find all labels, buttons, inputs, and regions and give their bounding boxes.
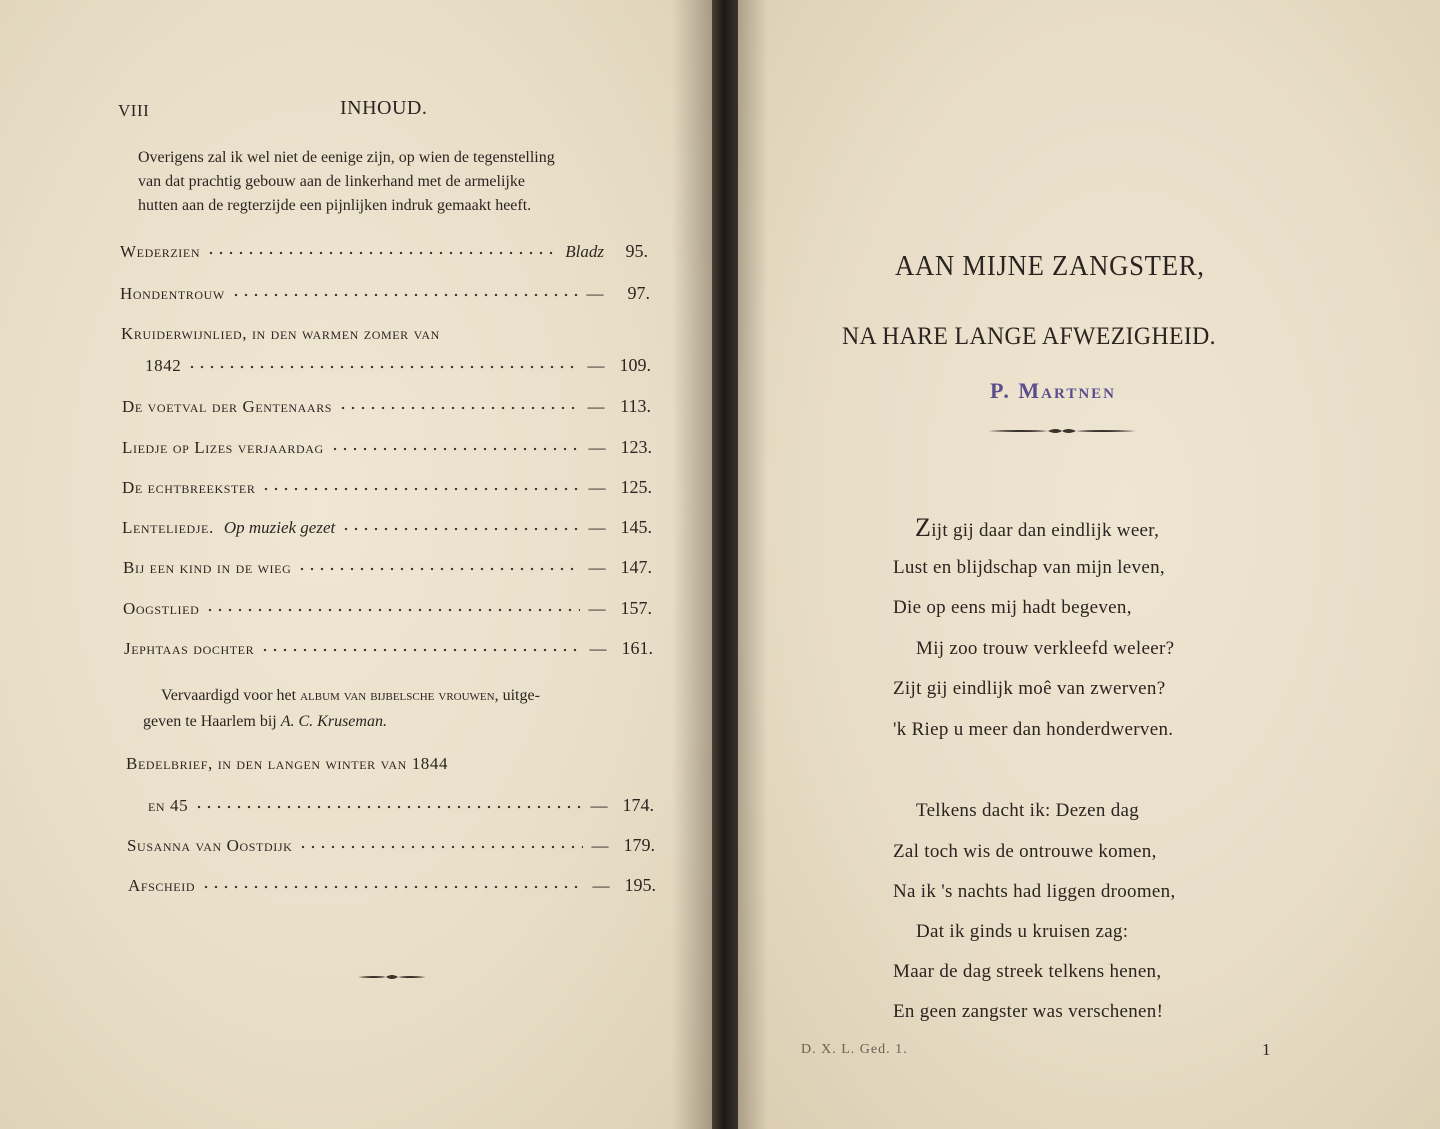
intro-line: van dat prachtig gebouw aan de linkerhand met de armelijke [138, 173, 525, 190]
dot-leader [187, 356, 579, 373]
toc-mark: Bladz [565, 242, 604, 261]
dot-leader [205, 599, 580, 616]
dot-leader [231, 284, 578, 301]
dot-leader [341, 518, 580, 535]
toc-page: 109. [619, 355, 651, 375]
toc-page: 123. [620, 437, 652, 457]
toc-entry [122, 476, 652, 498]
toc-title [122, 518, 335, 538]
note-italic: A. C. Kruseman. [280, 713, 387, 730]
ornament-rule-icon [986, 425, 1138, 437]
signature-mark: D. X. L. Ged. 1. [801, 1042, 908, 1057]
toc-entry [120, 282, 650, 304]
toc-entry [122, 516, 652, 538]
toc-note-line [161, 683, 653, 709]
toc-page: 179. [623, 835, 655, 855]
intro-line: hutten aan de regterzijde een pijnlijken indruk gemaakt heeft. [138, 197, 532, 214]
dot-leader [201, 876, 584, 893]
toc-entry [121, 324, 440, 344]
toc-mark: — [592, 876, 610, 895]
toc-title: De echtbreekster [122, 478, 256, 497]
page-number-left: VIII [118, 101, 150, 120]
note-text: geven te Haarlem bij [143, 713, 277, 730]
toc-entry [123, 556, 652, 578]
owner-stamp: P. Martnen [990, 378, 1116, 403]
toc-page: 195. [624, 875, 656, 895]
toc-title: Jephtaas dochter [124, 639, 255, 658]
verse-line: Zijt gij eindlijk moê van zwerven? [893, 678, 1166, 699]
toc-mark: — [588, 599, 606, 618]
toc-title-text: Lenteliedje. [122, 518, 214, 537]
verse-line: Telkens dacht ik: Dezen dag [916, 800, 1140, 821]
dot-leader [338, 397, 579, 414]
toc-title: Afscheid [128, 876, 196, 895]
toc-entry [123, 597, 652, 619]
toc-entry [128, 874, 656, 896]
verse-line: En geen zangster was verschenen! [893, 1001, 1164, 1022]
verse-line: Mij zoo trouw verkleefd weleer? [916, 638, 1175, 659]
verse-line: Zal toch wis de ontrouwe komen, [893, 841, 1157, 862]
toc-page: 157. [620, 598, 652, 618]
toc-entry [127, 834, 655, 856]
toc-title: Hondentrouw [120, 284, 225, 303]
dot-leader [330, 438, 580, 455]
toc-mark: — [588, 438, 606, 457]
toc-note [143, 683, 653, 735]
toc-page: 147. [620, 557, 652, 577]
toc-entry [122, 436, 652, 458]
dot-leader [260, 639, 581, 656]
dot-leader [261, 478, 580, 495]
verse-line: Maar de dag streek telkens henen, [893, 961, 1162, 982]
intro-line: Overigens zal ik wel niet de eenige zijn, op wien de tegenstelling [138, 149, 555, 166]
toc-mark: — [589, 639, 607, 658]
toc-mark: — [590, 796, 608, 815]
toc-title: De voetval der Gentenaars [122, 397, 333, 416]
dot-leader [297, 558, 580, 575]
note-text: , uitge- [494, 687, 540, 704]
toc-title: Wederzien [120, 242, 201, 261]
toc-page: 161. [621, 638, 653, 658]
toc-entry [145, 354, 651, 376]
verse-line: Die op eens mij hadt begeven, [893, 597, 1132, 618]
toc-page: 113. [620, 396, 651, 416]
toc-mark: — [588, 518, 606, 537]
toc-entry [148, 794, 654, 816]
book-gutter [712, 0, 738, 1129]
toc-title: Susanna van Oostdijk [127, 836, 293, 855]
verse-line: Na ik 's nachts had liggen droomen, [893, 881, 1176, 902]
toc-title: Oogstlied [123, 599, 200, 618]
toc-page: 145. [620, 517, 652, 537]
toc-page: 174. [622, 795, 654, 815]
toc-mark: — [587, 356, 605, 375]
toc-page: 97. [627, 283, 650, 303]
verse-line: Lust en blijdschap van mijn leven, [893, 557, 1165, 578]
toc-mark: — [587, 397, 605, 416]
toc-page: 95. [625, 241, 648, 261]
dot-leader [194, 796, 582, 813]
toc-mark: — [588, 478, 606, 497]
poem-subtitle: NA HARE LANGE AFWEZIGHEID. [842, 323, 1217, 350]
toc-title: Kruiderwijnlied, in den warmen zomer van [121, 324, 440, 343]
toc-mark: — [586, 284, 604, 303]
toc-entry [126, 754, 448, 774]
verse-line: Dat ik ginds u kruisen zag: [916, 921, 1129, 942]
dot-leader [206, 242, 559, 259]
toc-entry [124, 637, 653, 659]
toc-title: en 45 [148, 796, 189, 815]
toc-title: 1842 [145, 356, 182, 375]
toc-entry [120, 240, 648, 262]
poem-title: AAN MIJNE ZANGSTER, [895, 250, 1205, 282]
toc-page: 125. [620, 477, 652, 497]
ornament-rule-icon [356, 972, 428, 982]
verse-line: 'k Riep u meer dan honderdwerven. [893, 719, 1174, 740]
toc-note-line [143, 709, 653, 735]
note-text: Vervaardigd voor het [161, 687, 297, 704]
note-smallcaps: album van bijbelsche vrouwen [300, 687, 495, 704]
running-head: INHOUD. [340, 97, 428, 119]
intro-paragraph [138, 146, 648, 218]
toc-mark: — [591, 836, 609, 855]
verse-line: Zijt gij daar dan eindlijk weer, [915, 513, 1160, 542]
page-number-right: 1 [1262, 1040, 1271, 1059]
dot-leader [298, 836, 583, 853]
toc-mark: — [588, 558, 606, 577]
toc-title: Bij een kind in de wieg [123, 558, 292, 577]
toc-title: Liedje op Lizes verjaardag [122, 438, 324, 457]
toc-subtitle: Op muziek gezet [223, 518, 336, 537]
toc-entry [122, 395, 651, 417]
toc-title: Bedelbrief, in den langen winter van 1844 [126, 754, 449, 773]
